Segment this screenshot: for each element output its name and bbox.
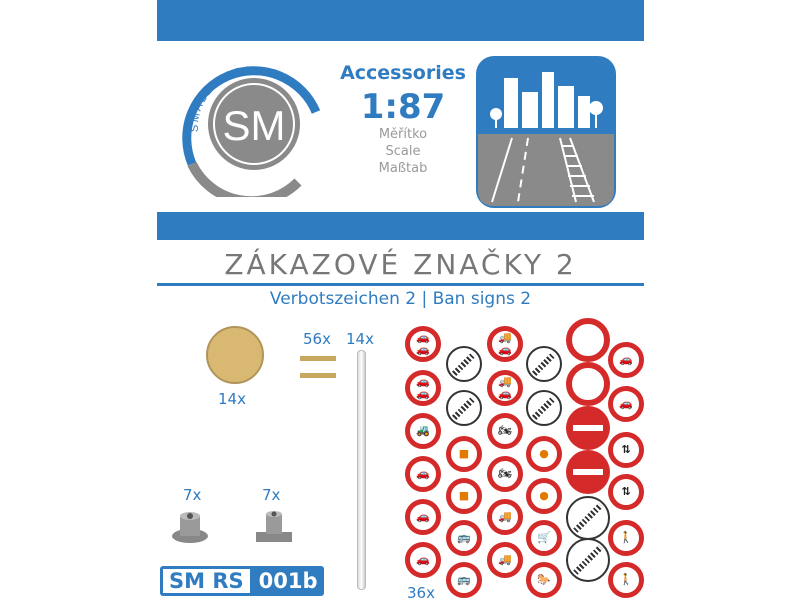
sign-no-overtaking: 🚗🚗	[405, 326, 441, 362]
sm-logo	[178, 52, 323, 197]
sign-end-of-all-restrictions	[566, 538, 610, 582]
sign-end-of-restriction	[526, 390, 562, 426]
pole-base-a	[170, 508, 210, 544]
base-a-count: 7x	[183, 486, 202, 504]
sign-end-of-restriction	[446, 346, 482, 382]
sign-no-motorcycles-cars: 🏍	[487, 456, 523, 492]
sign-pole	[357, 350, 366, 590]
sign-end-of-restriction	[526, 346, 562, 382]
base-b-count: 7x	[262, 486, 281, 504]
bar-piece-1	[300, 356, 336, 361]
sign-give-way-oncoming: ⇅	[608, 474, 644, 510]
sign-no-buses: 🚌	[446, 562, 482, 598]
sign-no-motorcycles-cars: 🏍	[487, 413, 523, 449]
product-code-label	[160, 566, 324, 596]
bar-count: 56x	[303, 330, 331, 348]
sign-backing-disc	[206, 326, 264, 384]
logo-text: SM	[222, 102, 286, 149]
sign-no-hazardous-goods: ■	[446, 478, 482, 514]
scale-label-en: Scale	[385, 144, 421, 159]
sign-no-pedestrians: 🚶	[608, 520, 644, 556]
product-code-prefix: SM RS	[160, 566, 253, 596]
header-bottom-band	[157, 212, 644, 240]
disc-count: 14x	[218, 390, 246, 408]
sign-no-entry	[566, 406, 610, 450]
product-code-number: 001b	[253, 566, 324, 596]
top-band	[157, 0, 644, 41]
sign-no-overtaking-trucks: 🚚🚗	[487, 370, 523, 406]
sign-no-entry	[566, 450, 610, 494]
logo-arc-text: SMALL MODELS	[188, 64, 275, 133]
sign-no-vehicles	[566, 362, 610, 406]
scale-block	[323, 62, 483, 177]
sign-no-motor-vehicles: 🚗	[405, 456, 441, 492]
sign-no-tractor: 🚜	[405, 413, 441, 449]
sign-no-cars: 🚗	[405, 542, 441, 578]
category-label: Accessories	[340, 62, 466, 84]
sign-no-horse-carts: 🐎	[526, 562, 562, 598]
signs-count: 36x	[407, 584, 435, 602]
product-title: ZÁKAZOVÉ ZNAČKY 2	[224, 248, 577, 281]
pole-base-b	[254, 508, 294, 544]
sign-no-cars: 🚗	[405, 499, 441, 535]
sign-no-cars: 🚗	[608, 342, 644, 378]
sign-no-trucks: 🚚	[487, 542, 523, 578]
sign-no-buses: 🚌	[446, 520, 482, 556]
sign-end-of-all-restrictions	[566, 496, 610, 540]
product-subtitle: Verbotszeichen 2 | Ban signs 2	[269, 289, 532, 309]
sign-no-cars: 🚗	[608, 386, 644, 422]
sign-no-overtaking: 🚗🚗	[405, 370, 441, 406]
sign-no-vehicles	[566, 318, 610, 362]
sign-no-hazardous-goods: ■	[446, 436, 482, 472]
scale-label-cz: Měřítko	[378, 127, 428, 142]
sign-no-water-pollutants: ●	[526, 436, 562, 472]
sign-no-handcarts: 🛒	[526, 520, 562, 556]
bar-piece-2	[300, 373, 336, 378]
sm-logo-icon	[178, 52, 323, 197]
sign-give-way-oncoming: ⇅	[608, 432, 644, 468]
title-rule	[157, 283, 644, 286]
sign-no-pedestrians: 🚶	[608, 562, 644, 598]
sign-no-trucks: 🚚	[487, 499, 523, 535]
sign-no-water-pollutants: ●	[526, 478, 562, 514]
city-road-rail-icon	[476, 56, 616, 208]
sign-end-of-restriction	[446, 390, 482, 426]
sign-no-overtaking-trucks: 🚚🚗	[487, 326, 523, 362]
scale-value: 1:87	[360, 87, 446, 127]
scale-label-de: Maßtab	[378, 161, 428, 176]
pole-count: 14x	[346, 330, 374, 348]
